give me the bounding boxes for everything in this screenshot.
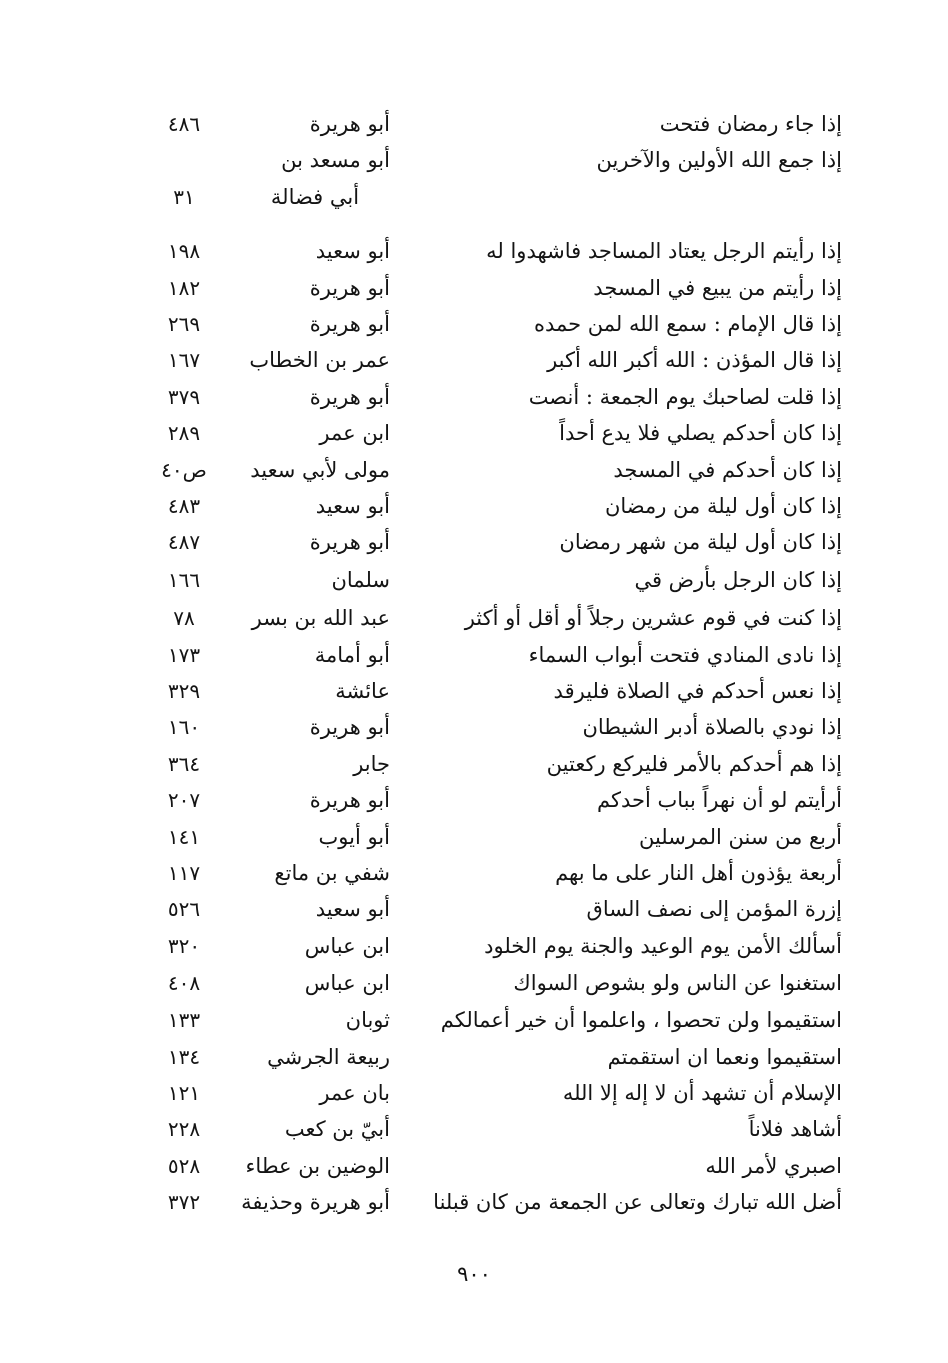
index-row — [140, 1184, 842, 1220]
narrator-name: أبيّ بن كعب — [284, 1117, 390, 1142]
hadith-text: إذا نودي بالصلاة أدبر الشيطان — [582, 715, 842, 740]
index-row — [140, 561, 842, 599]
page-reference: ٣٧٩ — [167, 384, 201, 409]
index-row — [140, 1111, 842, 1147]
narrator-name: أبو أيوب — [318, 824, 390, 849]
narrator-name: بان عمر — [319, 1080, 390, 1105]
page-reference: ٧٨ — [173, 605, 195, 630]
index-row — [140, 415, 842, 451]
hadith-text: أشاهد فلاناً — [748, 1117, 842, 1142]
index-row — [140, 819, 842, 855]
hadith-text: إذا كان أحدكم في المسجد — [613, 457, 842, 482]
index-row — [140, 964, 842, 1002]
index-row — [140, 452, 842, 488]
hadith-text: إزرة المؤمن إلى نصف الساق — [586, 897, 842, 922]
hadith-text: إذا كان أحدكم يصلي فلا يدع أحداً — [559, 421, 842, 446]
hadith-text: إذا كان الرجل بأرض قي — [634, 567, 842, 592]
hadith-text: أضل الله تبارك وتعالى عن الجمعة من كان قبلنا — [433, 1190, 842, 1215]
page-reference: ١٨٢ — [167, 275, 201, 300]
narrator-name: مولى لأبي سعيد — [250, 457, 390, 482]
page-reference: ١٣٣ — [167, 1008, 201, 1033]
narrator-name: أبو أمامة — [314, 642, 390, 667]
index-row — [140, 306, 842, 342]
narrator-name: أبو هريرة — [309, 715, 390, 740]
page-reference: ٥٢٦ — [167, 897, 201, 922]
page-reference: ٥٢٨ — [167, 1153, 201, 1178]
hadith-text: إذا رأيتم من يبيع في المسجد — [593, 275, 842, 300]
hadith-text: استقيموا ونعما ان استقمتم — [607, 1044, 842, 1069]
narrator-name: ابن عمر — [319, 421, 390, 446]
hadith-text: إذا قال المؤذن : الله أكبر الله أكبر — [547, 348, 842, 373]
page-reference: ١١٧ — [167, 861, 201, 886]
hadith-text: أربع من سنن المرسلين — [638, 824, 842, 849]
index-row — [140, 599, 842, 637]
hadith-text: إذا هم أحدكم بالأمر فليركع ركعتين — [546, 751, 842, 776]
page-reference: ٤٨٦ — [167, 112, 201, 136]
index-row — [140, 179, 842, 215]
page-reference: ٢٠٧ — [167, 788, 201, 813]
page-reference: ١٦٠ — [167, 715, 201, 740]
index-row — [140, 709, 842, 745]
page-reference: ٢٢٨ — [167, 1117, 201, 1142]
index-row — [140, 673, 842, 709]
hadith-text: إذا نادى المنادي فتحت أبواب السماء — [528, 642, 842, 667]
page-reference: ٣٧٢ — [167, 1190, 201, 1215]
index-row — [140, 342, 842, 378]
hadith-text: إذا جاء رمضان فتحت — [659, 112, 842, 136]
hadith-text: استغنوا عن الناس ولو بشوص السواك — [513, 971, 842, 996]
narrator-name: الوضين بن عطاء — [245, 1153, 390, 1178]
index-row — [140, 928, 842, 964]
narrator-name: ربيعة الجرشي — [267, 1044, 390, 1069]
index-row — [140, 233, 842, 269]
hadith-text: إذا قال الإمام : سمع الله لمن حمده — [533, 311, 842, 336]
hadith-text: إذا قلت لصاحبك يوم الجمعة : أنصت — [528, 384, 842, 409]
hadith-text: اصبري لأمر الله — [705, 1153, 842, 1178]
page-reference: ١٣٤ — [167, 1044, 201, 1069]
page-reference: ١٢١ — [167, 1080, 201, 1105]
narrator-name: أبو هريرة — [309, 112, 390, 136]
narrator-name: أبو سعيد — [315, 239, 390, 264]
page-reference: ٣٢٩ — [167, 679, 201, 704]
narrator-name: ابن عباس — [304, 971, 390, 996]
hadith-text: الإسلام أن تشهد أن لا إله إلا الله — [562, 1080, 842, 1105]
narrator-name: شفي بن ماتع — [274, 861, 390, 886]
index-row — [140, 142, 842, 178]
index-row — [140, 1039, 842, 1075]
narrator-name: أبو هريرة — [309, 311, 390, 336]
index-row — [140, 637, 842, 673]
index-row — [140, 1002, 842, 1038]
hadith-text: إذا نعس أحدكم في الصلاة فليرقد — [553, 679, 842, 704]
page-reference: ٢٨٩ — [167, 421, 201, 446]
narrator-name: أبي فضالة — [270, 184, 360, 209]
narrator-name: عائشة — [335, 679, 390, 704]
hadith-text: أرأيتم لو أن نهراً بباب أحدكم — [597, 788, 842, 813]
index-row — [140, 106, 842, 142]
narrator-name: أبو مسعد بن — [281, 148, 390, 173]
page-number: ٩٠٠ — [457, 1262, 491, 1286]
page-reference: ١٧٣ — [167, 642, 201, 667]
narrator-name: جابر — [353, 751, 390, 776]
page-reference: ٣٦٤ — [167, 751, 201, 776]
narrator-name: أبو هريرة وحذيفة — [241, 1190, 390, 1215]
page-reference: ١٩٨ — [167, 239, 201, 264]
page-reference: ٣١ — [173, 184, 195, 209]
hadith-text: إذا جمع الله الأولين والآخرين — [596, 148, 842, 173]
narrator-name: أبو سعيد — [315, 897, 390, 922]
hadith-text: إذا كنت في قوم عشرين رجلاً أو أقل أو أكثر — [464, 605, 842, 630]
page-reference: ٤٠٨ — [167, 971, 201, 996]
page-reference: ٣٢٠ — [167, 933, 201, 958]
page-reference: ١٤١ — [167, 824, 201, 849]
hadith-text: أربعة يؤذون أهل النار على ما بهم — [555, 861, 842, 886]
narrator-name: ابن عباس — [304, 933, 390, 958]
hadith-text: أسألك الأمن يوم الوعيد والجنة يوم الخلود — [484, 933, 842, 958]
narrator-name: أبو هريرة — [309, 788, 390, 813]
hadith-text: إذا رأيتم الرجل يعتاد المساجد فاشهدوا له — [486, 239, 842, 264]
narrator-name: عمر بن الخطاب — [249, 348, 390, 373]
index-row — [140, 379, 842, 415]
index-row — [140, 746, 842, 782]
narrator-name: أبو هريرة — [309, 275, 390, 300]
page-reference: ٤٨٣ — [167, 493, 201, 518]
narrator-name: أبو سعيد — [315, 493, 390, 518]
index-row — [140, 782, 842, 818]
hadith-text: إذا كان أول ليلة من شهر رمضان — [559, 530, 842, 555]
index-row — [140, 1148, 842, 1184]
index-row — [140, 855, 842, 891]
narrator-name: أبو هريرة — [309, 530, 390, 555]
narrator-name: عبد الله بن بسر — [251, 605, 390, 630]
hadith-text: استقيموا ولن تحصوا ، واعلموا أن خير أعمالكم — [440, 1008, 842, 1033]
hadith-text: إذا كان أول ليلة من رمضان — [604, 493, 842, 518]
index-row — [140, 488, 842, 524]
narrator-name: ثوبان — [345, 1008, 390, 1033]
hadith-index-table — [140, 106, 842, 1221]
page-reference: ١٦٧ — [167, 348, 201, 373]
page-reference: ٤٨٧ — [167, 530, 201, 555]
page-reference: ص٤٠ — [161, 457, 207, 482]
index-row — [140, 524, 842, 560]
index-row — [140, 270, 842, 306]
page-reference: ١٦٦ — [167, 567, 201, 592]
index-row — [140, 1075, 842, 1111]
index-row — [140, 891, 842, 927]
page-reference: ٢٦٩ — [167, 311, 201, 336]
narrator-name: سلمان — [331, 567, 390, 592]
narrator-name: أبو هريرة — [309, 384, 390, 409]
